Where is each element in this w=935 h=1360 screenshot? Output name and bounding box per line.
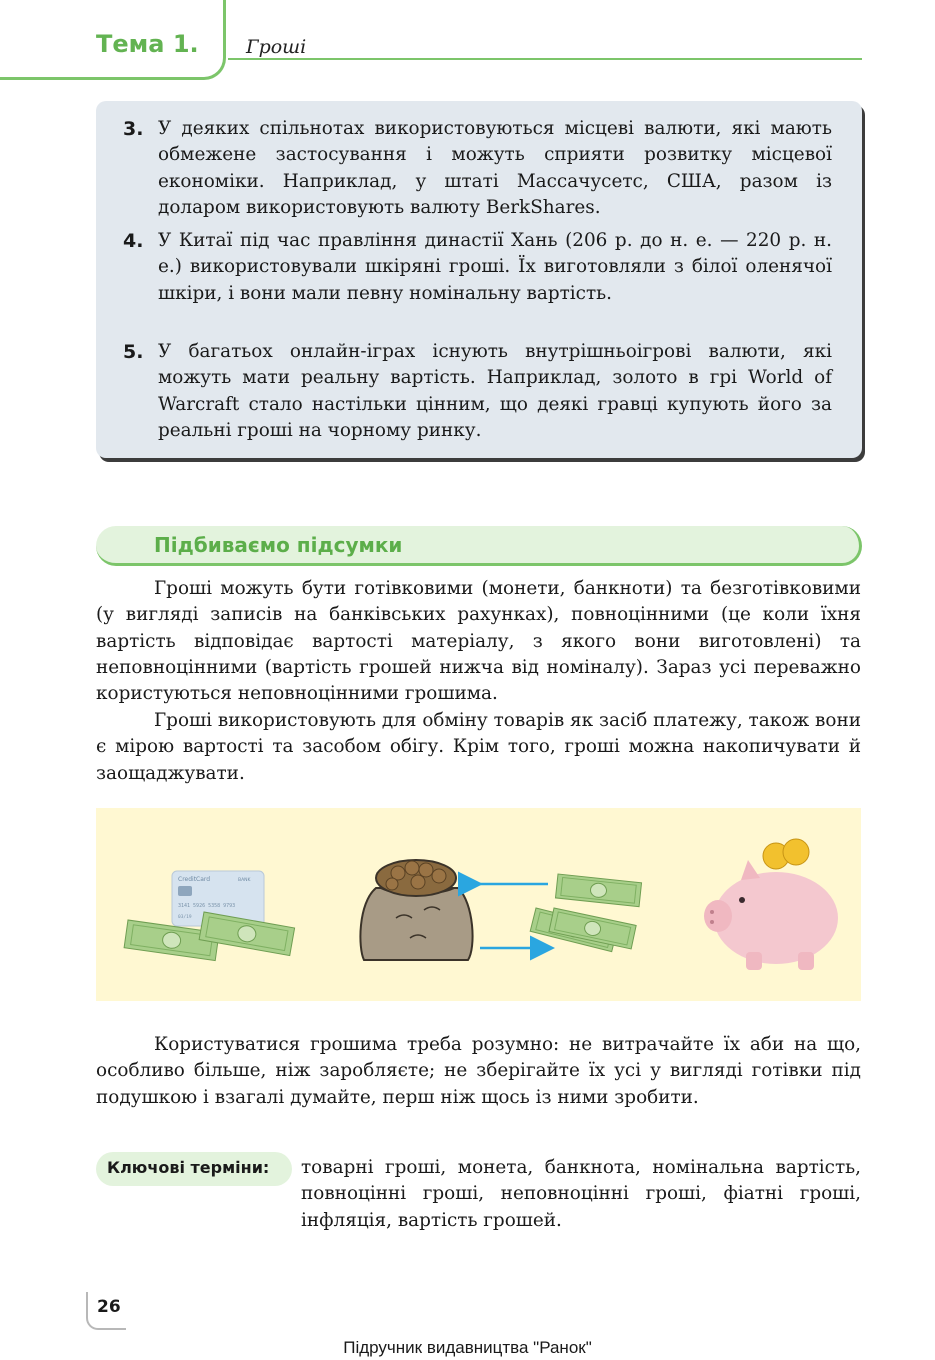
sack-icon [360, 860, 472, 960]
piggy-bank-icon [704, 839, 838, 970]
topic-title: Гроші [246, 36, 307, 58]
fact-text: У деяких спільнотах використовуються місцеві валюти, які мають обмежене застосування і можуть сприяти розвитку місцевої економіки. Наприклад, у штаті Массачусетс, США, разом із доларом використовують валюту BerkShares. [158, 118, 832, 218]
card-brand: CreditCard [178, 876, 211, 883]
key-terms-text: товарні гроші, монета, банкнота, номінальна вартість, повноцінні гроші, неповноцінні гроші, фіатні гроші, інфляція, вартість грошей. [301, 1157, 861, 1231]
fact-number: 3. [123, 118, 144, 140]
fact-text: У багатьох онлайн-іграх існують внутрішньоігрові валюти, які можуть мати реальну вартість. Наприклад, золото в грі World of Warcraft стало настільки цінним, що деякі гравці купують його за реальні гроші на чорному ринку. [158, 341, 832, 441]
money-illustration [96, 808, 861, 1001]
banknotes-icon [124, 912, 294, 961]
fact-text: У Китаї під час правління династії Хань (206 р. до н. е. — 220 р. н. е.) використовували шкіряні гроші. Їх виготовляли з білої оленячої шкіри, і вони мали певну номінальну вартість. [158, 230, 832, 304]
fact-number: 5. [123, 341, 144, 363]
card-expiry: 03/19 [178, 915, 192, 920]
key-terms-label: Ключові терміни: [107, 1158, 270, 1177]
publisher-footer: Підручник видавництва "Ранок" [343, 1338, 592, 1357]
closing-paragraph: Користуватися грошима треба розумно: не витрачайте їх аби на що, особливо більше, ніж заробляєте; не зберігайте їх усі у вигляді готівки під подушкою і взагалі думайте, перш ніж щось із ними зробити. [96, 1034, 861, 1108]
summary-heading: Підбиваємо підсумки [154, 533, 403, 557]
card-number: 3141 5926 5358 9793 [178, 903, 236, 909]
fact-number: 4. [123, 230, 144, 252]
summary-paragraph-1: Гроші можуть бути готівковими (монети, банкноти) та безготівковими (у вигляді записів на банківських рахунках), повноцінними (це коли їхня вартість відповідає вартості матеріалу, з якого вони виготовлені) та неповноцінними (вартість грошей нижча від номіналу). Зараз усі переважно користуються неповноцінними грошима. [96, 578, 861, 705]
card-bank: BANK [238, 878, 251, 883]
header-rule [228, 58, 862, 60]
facts-box [96, 101, 862, 458]
topic-label: Тема 1. [96, 30, 199, 58]
banknotes-stack-icon [530, 874, 641, 952]
summary-paragraph-2: Гроші використовують для обміну товарів як засіб платежу, також вони є мірою вартості та засобом обігу. Крім того, гроші можна накопичувати й заощаджувати. [96, 710, 861, 784]
page-number: 26 [97, 1297, 121, 1317]
